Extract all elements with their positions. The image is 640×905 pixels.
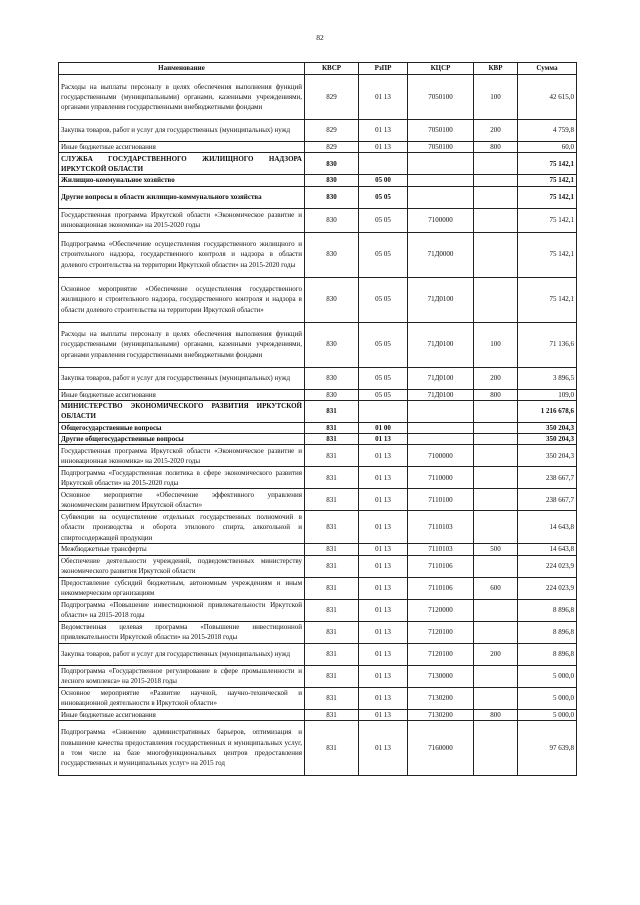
cell-name: Другие общегосударственные вопросы bbox=[59, 434, 305, 445]
cell-rzpr: 05 05 bbox=[359, 232, 408, 277]
cell-kvsr: 831 bbox=[305, 434, 359, 445]
cell-name: Закупка товаров, работ и услуг для государственных (муниципальных) нужд bbox=[59, 643, 305, 665]
cell-kvr bbox=[474, 400, 518, 422]
cell-kvsr: 830 bbox=[305, 186, 359, 208]
cell-kvr bbox=[474, 186, 518, 208]
table-row bbox=[59, 445, 577, 467]
cell-kvsr: 829 bbox=[305, 120, 359, 142]
cell-rzpr: 01 00 bbox=[359, 422, 408, 433]
cell-kvsr: 831 bbox=[305, 643, 359, 665]
cell-name: Основное мероприятие «Развитие научной, научно-технической и инновационной деятельности в Иркутской области» bbox=[59, 687, 305, 709]
cell-kvsr: 831 bbox=[305, 555, 359, 577]
cell-kvsr: 830 bbox=[305, 322, 359, 367]
cell-kvr bbox=[474, 208, 518, 232]
cell-kvsr: 831 bbox=[305, 400, 359, 422]
cell-name: Другие вопросы в области жилищно-коммунального хозяйства bbox=[59, 186, 305, 208]
cell-kvsr: 830 bbox=[305, 367, 359, 389]
cell-kcsr: 7110000 bbox=[408, 467, 474, 489]
cell-rzpr: 01 13 bbox=[359, 643, 408, 665]
header-name: Наименование bbox=[59, 63, 305, 75]
cell-name: Основное мероприятие «Обеспечение осуществления государственного жилищного и строительного надзора, государственного контроля и надзора в области долевого строительства на территории Иркутской области» bbox=[59, 277, 305, 322]
cell-kvr bbox=[474, 434, 518, 445]
cell-kvsr: 830 bbox=[305, 153, 359, 175]
cell-kcsr: 71Д0000 bbox=[408, 232, 474, 277]
table-row bbox=[59, 434, 577, 445]
cell-kvr bbox=[474, 721, 518, 776]
table-row bbox=[59, 153, 577, 175]
cell-kcsr: 71Д0100 bbox=[408, 277, 474, 322]
cell-name: Обеспечение деятельности учреждений, подведомственных министерству экономического развития Иркутской области bbox=[59, 555, 305, 577]
cell-kcsr: 7050100 bbox=[408, 142, 474, 153]
cell-rzpr: 01 13 bbox=[359, 489, 408, 511]
cell-kcsr: 7050100 bbox=[408, 75, 474, 120]
budget-table bbox=[58, 62, 577, 776]
table-row bbox=[59, 577, 577, 599]
cell-name: Ведомственная целевая программа «Повышение инвестиционной привлекательности Иркутской области» на 2015-2018 годы bbox=[59, 621, 305, 643]
cell-rzpr: 01 13 bbox=[359, 599, 408, 621]
cell-sum: 97 639,8 bbox=[518, 721, 577, 776]
cell-kvsr: 831 bbox=[305, 721, 359, 776]
header-kvsr: КВСР bbox=[305, 63, 359, 75]
cell-kcsr: 7110103 bbox=[408, 511, 474, 544]
cell-kcsr: 7160000 bbox=[408, 721, 474, 776]
cell-kvr bbox=[474, 511, 518, 544]
cell-kvr: 800 bbox=[474, 389, 518, 400]
cell-name: Подпрограмма «Обеспечение осуществления государственного жилищного и строительного надзора, государственного контроля и надзора в области долевого строительства на территории Иркутской области» на 2015-2020 годы bbox=[59, 232, 305, 277]
cell-kvsr: 831 bbox=[305, 511, 359, 544]
cell-kcsr: 71Д0100 bbox=[408, 367, 474, 389]
cell-kvr: 500 bbox=[474, 544, 518, 555]
cell-rzpr: 05 05 bbox=[359, 186, 408, 208]
table-row bbox=[59, 232, 577, 277]
cell-rzpr: 01 13 bbox=[359, 709, 408, 720]
cell-name: Жилищно-коммунальное хозяйство bbox=[59, 175, 305, 186]
cell-kvr bbox=[474, 687, 518, 709]
cell-kvr bbox=[474, 665, 518, 687]
table-row bbox=[59, 643, 577, 665]
table-header-row bbox=[59, 63, 577, 75]
cell-name: Подпрограмма «Государственное регулирование в сфере промышленности и лесного комплекса» на 2015-2018 годы bbox=[59, 665, 305, 687]
cell-sum: 60,0 bbox=[518, 142, 577, 153]
cell-kvsr: 831 bbox=[305, 577, 359, 599]
cell-kcsr: 7100000 bbox=[408, 445, 474, 467]
cell-kvr bbox=[474, 599, 518, 621]
cell-kvr bbox=[474, 422, 518, 433]
cell-kvr: 800 bbox=[474, 709, 518, 720]
cell-sum: 224 023,9 bbox=[518, 577, 577, 599]
cell-name: Иные бюджетные ассигнования bbox=[59, 142, 305, 153]
cell-kcsr: 7120000 bbox=[408, 599, 474, 621]
cell-kcsr: 7130000 bbox=[408, 665, 474, 687]
header-sum: Сумма bbox=[518, 63, 577, 75]
cell-kcsr bbox=[408, 422, 474, 433]
cell-name: Государственная программа Иркутской области «Экономическое развитие и инновационная экономика» на 2015-2020 годы bbox=[59, 445, 305, 467]
table-row bbox=[59, 422, 577, 433]
cell-rzpr: 01 13 bbox=[359, 120, 408, 142]
cell-name: Закупка товаров, работ и услуг для государственных (муниципальных) нужд bbox=[59, 367, 305, 389]
table-row bbox=[59, 75, 577, 120]
cell-kvsr: 831 bbox=[305, 709, 359, 720]
table-row bbox=[59, 709, 577, 720]
cell-name: Государственная программа Иркутской области «Экономическое развитие и инновационная экономика» на 2015-2020 годы bbox=[59, 208, 305, 232]
cell-kvsr: 831 bbox=[305, 687, 359, 709]
cell-sum: 350 204,3 bbox=[518, 422, 577, 433]
cell-kvsr: 831 bbox=[305, 445, 359, 467]
cell-name: Иные бюджетные ассигнования bbox=[59, 389, 305, 400]
cell-name: Предоставление субсидий бюджетным, автономным учреждениям и иным некоммерческим организациям bbox=[59, 577, 305, 599]
cell-kvr: 200 bbox=[474, 367, 518, 389]
cell-kcsr bbox=[408, 186, 474, 208]
cell-rzpr: 01 13 bbox=[359, 467, 408, 489]
cell-kcsr: 7110106 bbox=[408, 577, 474, 599]
cell-kcsr: 71Д0100 bbox=[408, 389, 474, 400]
cell-kvr: 100 bbox=[474, 75, 518, 120]
cell-kvsr: 830 bbox=[305, 208, 359, 232]
cell-name: Подпрограмма «Снижение административных барьеров, оптимизация и повышение качества предоставления государственных и муниципальных услуг, в том числе на базе многофункциональных центров предоставления государственных и муниципальных услуг» на 2015 год bbox=[59, 721, 305, 776]
table-row bbox=[59, 599, 577, 621]
table-row bbox=[59, 467, 577, 489]
cell-rzpr: 01 13 bbox=[359, 577, 408, 599]
cell-name: Межбюджетные трансферты bbox=[59, 544, 305, 555]
table-row bbox=[59, 687, 577, 709]
cell-name: Расходы на выплаты персоналу в целях обеспечения выполнения функций государственными (муниципальными) органами, казенными учреждениями, органами управления государственными внебюджетными фондами bbox=[59, 322, 305, 367]
cell-rzpr: 01 13 bbox=[359, 75, 408, 120]
cell-sum: 350 204,3 bbox=[518, 434, 577, 445]
cell-sum: 5 000,0 bbox=[518, 687, 577, 709]
cell-name: Закупка товаров, работ и услуг для государственных (муниципальных) нужд bbox=[59, 120, 305, 142]
cell-kvr bbox=[474, 489, 518, 511]
cell-kvsr: 830 bbox=[305, 175, 359, 186]
cell-kvsr: 830 bbox=[305, 389, 359, 400]
cell-kcsr bbox=[408, 434, 474, 445]
table-row bbox=[59, 489, 577, 511]
table-row bbox=[59, 142, 577, 153]
cell-kvr bbox=[474, 621, 518, 643]
table-row bbox=[59, 322, 577, 367]
cell-rzpr: 01 13 bbox=[359, 665, 408, 687]
cell-kcsr: 7110106 bbox=[408, 555, 474, 577]
cell-kcsr: 7120100 bbox=[408, 643, 474, 665]
cell-rzpr: 01 13 bbox=[359, 544, 408, 555]
cell-rzpr: 01 13 bbox=[359, 445, 408, 467]
table-row bbox=[59, 544, 577, 555]
cell-rzpr: 01 13 bbox=[359, 555, 408, 577]
cell-sum: 238 667,7 bbox=[518, 489, 577, 511]
cell-rzpr: 05 05 bbox=[359, 322, 408, 367]
cell-sum: 75 142,1 bbox=[518, 208, 577, 232]
cell-name: Общегосударственные вопросы bbox=[59, 422, 305, 433]
cell-sum: 75 142,1 bbox=[518, 175, 577, 186]
cell-kvr bbox=[474, 277, 518, 322]
header-kvr: КВР bbox=[474, 63, 518, 75]
cell-kvr bbox=[474, 175, 518, 186]
cell-sum: 42 615,0 bbox=[518, 75, 577, 120]
header-kcsr: КЦСР bbox=[408, 63, 474, 75]
table-row bbox=[59, 389, 577, 400]
cell-kvsr: 831 bbox=[305, 422, 359, 433]
cell-sum: 109,0 bbox=[518, 389, 577, 400]
cell-kvsr: 831 bbox=[305, 544, 359, 555]
cell-kvsr: 831 bbox=[305, 665, 359, 687]
cell-name: Расходы на выплаты персоналу в целях обеспечения выполнения функций государственными (муниципальными) органами, казенными учреждениями, органами управления государственными внебюджетными фондами bbox=[59, 75, 305, 120]
cell-kcsr: 7110103 bbox=[408, 544, 474, 555]
cell-sum: 350 204,3 bbox=[518, 445, 577, 467]
table-row bbox=[59, 175, 577, 186]
cell-sum: 8 896,8 bbox=[518, 599, 577, 621]
cell-sum: 224 023,9 bbox=[518, 555, 577, 577]
cell-kvsr: 831 bbox=[305, 599, 359, 621]
table-row bbox=[59, 277, 577, 322]
cell-kvsr: 831 bbox=[305, 489, 359, 511]
cell-rzpr bbox=[359, 153, 408, 175]
cell-kvsr: 830 bbox=[305, 232, 359, 277]
cell-kvsr: 830 bbox=[305, 277, 359, 322]
cell-kvsr: 829 bbox=[305, 75, 359, 120]
cell-rzpr: 01 13 bbox=[359, 434, 408, 445]
cell-kvr bbox=[474, 467, 518, 489]
table-row bbox=[59, 208, 577, 232]
cell-kcsr bbox=[408, 400, 474, 422]
cell-rzpr bbox=[359, 400, 408, 422]
cell-kcsr: 7130200 bbox=[408, 687, 474, 709]
cell-kcsr bbox=[408, 175, 474, 186]
cell-sum: 8 896,8 bbox=[518, 643, 577, 665]
cell-kvsr: 831 bbox=[305, 467, 359, 489]
cell-rzpr: 01 13 bbox=[359, 721, 408, 776]
cell-rzpr: 01 13 bbox=[359, 511, 408, 544]
table-row bbox=[59, 721, 577, 776]
cell-name: СЛУЖБА ГОСУДАРСТВЕННОГО ЖИЛИЩНОГО НАДЗОРА ИРКУТСКОЙ ОБЛАСТИ bbox=[59, 153, 305, 175]
cell-kvr: 200 bbox=[474, 120, 518, 142]
cell-kvr: 100 bbox=[474, 322, 518, 367]
cell-rzpr: 05 00 bbox=[359, 175, 408, 186]
cell-sum: 5 000,0 bbox=[518, 709, 577, 720]
table-row bbox=[59, 511, 577, 544]
cell-kcsr: 7110100 bbox=[408, 489, 474, 511]
cell-kcsr: 71Д0100 bbox=[408, 322, 474, 367]
cell-sum: 75 142,1 bbox=[518, 232, 577, 277]
cell-kcsr: 7100000 bbox=[408, 208, 474, 232]
cell-kvsr: 831 bbox=[305, 621, 359, 643]
cell-kvr bbox=[474, 232, 518, 277]
cell-rzpr: 01 13 bbox=[359, 142, 408, 153]
cell-kvr: 200 bbox=[474, 643, 518, 665]
cell-sum: 3 896,5 bbox=[518, 367, 577, 389]
cell-rzpr: 05 05 bbox=[359, 389, 408, 400]
cell-sum: 14 643,8 bbox=[518, 544, 577, 555]
cell-sum: 75 142,1 bbox=[518, 153, 577, 175]
cell-rzpr: 05 05 bbox=[359, 367, 408, 389]
cell-rzpr: 01 13 bbox=[359, 621, 408, 643]
cell-sum: 71 136,6 bbox=[518, 322, 577, 367]
cell-kvr bbox=[474, 555, 518, 577]
cell-sum: 8 896,8 bbox=[518, 621, 577, 643]
cell-kvr: 800 bbox=[474, 142, 518, 153]
cell-name: Субвенции на осуществление отдельных государственных полномочий в области производства и оборота этилового спирта, алкогольной и спиртосодержащей продукции bbox=[59, 511, 305, 544]
table-row bbox=[59, 367, 577, 389]
table-row bbox=[59, 621, 577, 643]
table-row bbox=[59, 665, 577, 687]
table-row bbox=[59, 186, 577, 208]
cell-sum: 238 667,7 bbox=[518, 467, 577, 489]
cell-kvsr: 829 bbox=[305, 142, 359, 153]
cell-sum: 75 142,1 bbox=[518, 186, 577, 208]
cell-kcsr: 7120100 bbox=[408, 621, 474, 643]
cell-name: Подпрограмма «Повышение инвестиционной привлекательности Иркутской области» на 2015-2018 годы bbox=[59, 599, 305, 621]
cell-sum: 14 643,8 bbox=[518, 511, 577, 544]
cell-name: Подпрограмма «Государственная политика в сфере экономического развития Иркутской области» на 2015-2020 годы bbox=[59, 467, 305, 489]
cell-name: Иные бюджетные ассигнования bbox=[59, 709, 305, 720]
cell-kvr bbox=[474, 153, 518, 175]
cell-sum: 75 142,1 bbox=[518, 277, 577, 322]
cell-name: Основное мероприятие «Обеспечение эффективного управления экономическим развитием Иркутской области» bbox=[59, 489, 305, 511]
cell-sum: 4 759,8 bbox=[518, 120, 577, 142]
cell-kvr bbox=[474, 445, 518, 467]
cell-sum: 1 216 678,6 bbox=[518, 400, 577, 422]
cell-kcsr bbox=[408, 153, 474, 175]
table-row bbox=[59, 555, 577, 577]
cell-kcsr: 7130200 bbox=[408, 709, 474, 720]
table-row bbox=[59, 120, 577, 142]
cell-rzpr: 01 13 bbox=[359, 687, 408, 709]
cell-sum: 5 000,0 bbox=[518, 665, 577, 687]
table-body bbox=[59, 75, 577, 776]
page-number: 82 bbox=[316, 33, 324, 42]
header-rzpr: РзПР bbox=[359, 63, 408, 75]
cell-kcsr: 7050100 bbox=[408, 120, 474, 142]
cell-rzpr: 05 05 bbox=[359, 208, 408, 232]
cell-rzpr: 05 05 bbox=[359, 277, 408, 322]
cell-kvr: 600 bbox=[474, 577, 518, 599]
table-row bbox=[59, 400, 577, 422]
cell-name: МИНИСТЕРСТВО ЭКОНОМИЧЕСКОГО РАЗВИТИЯ ИРКУТСКОЙ ОБЛАСТИ bbox=[59, 400, 305, 422]
